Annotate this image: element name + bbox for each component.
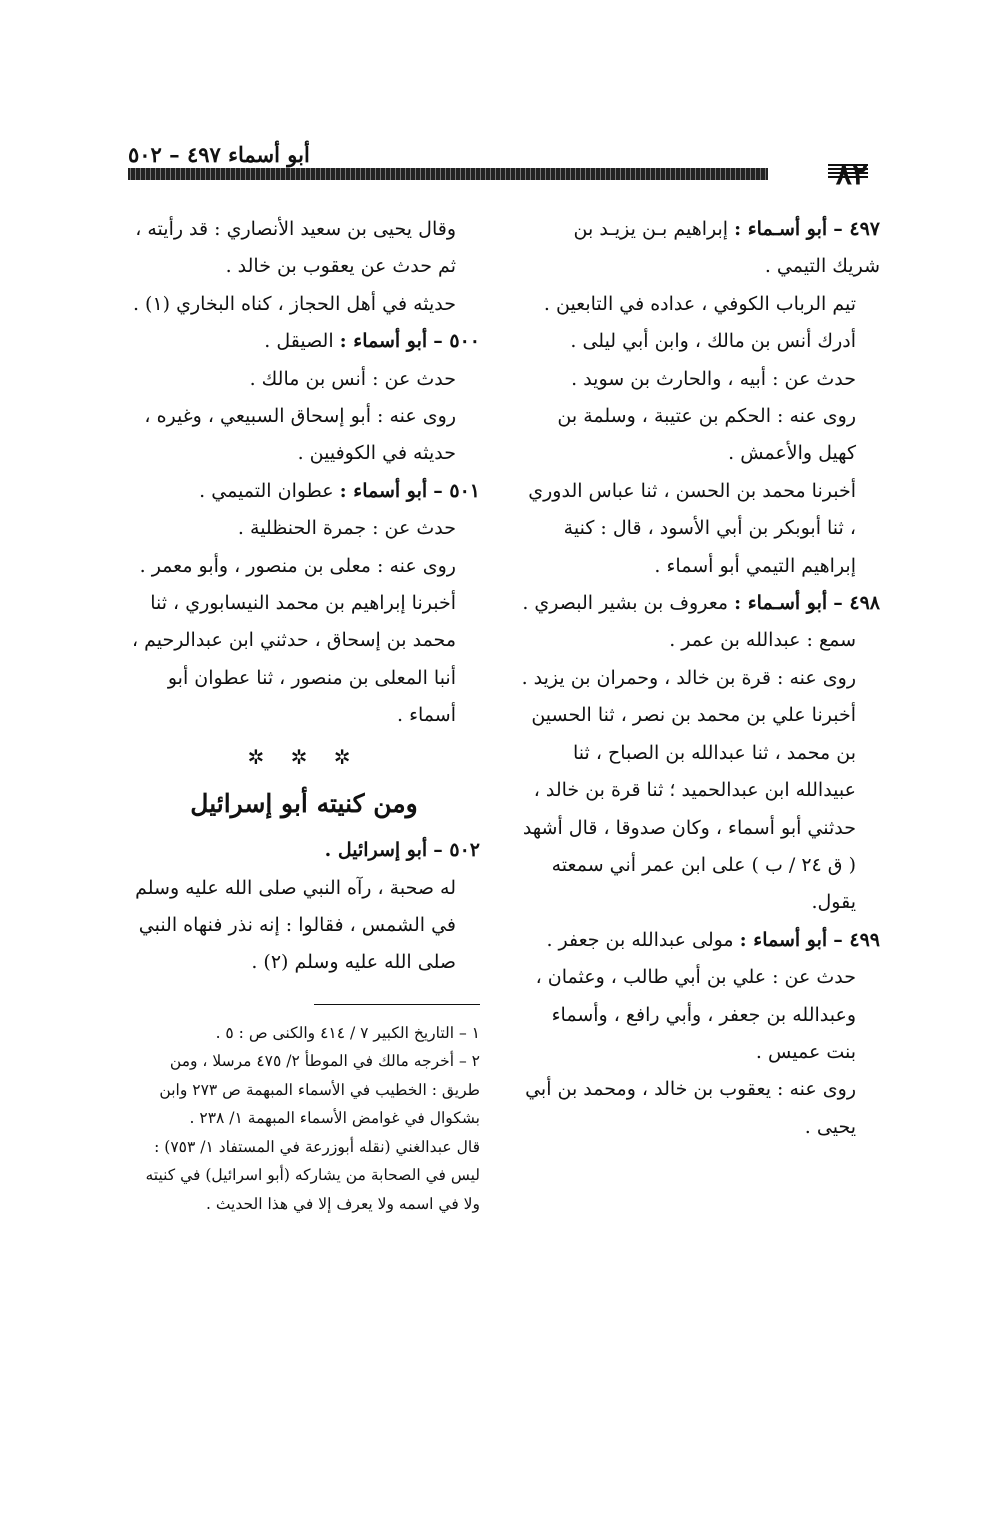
running-title: أبو أسماء ٤٩٧ – ٥٠٢ [128,142,310,167]
page-number: ٨٢ [835,157,868,192]
entry-heading [128,323,480,360]
entry-title: أبو إسرائيل . [324,839,428,862]
paragraph: روى عنه : أبو إسحاق السبيعي ، وغيره ، حديثه في الكوفيين . [144,405,456,465]
entry-heading [520,922,880,959]
entry-number: ٥٠١ – [433,479,480,502]
entry-number: ٥٠٢ – [433,839,480,862]
paragraph: حدث عن : أبيه ، والحارث بن سويد . [571,367,856,390]
entry-name: إبراهيم بـن يزيـد بن شريك التيمي . [573,218,880,278]
entry-name: مولى عبدالله بن جعفر . [546,928,734,951]
page-header [128,140,868,194]
entry-title: أبو أسـماء : [734,592,828,615]
entry-name: معروف بن بشير البصري . [522,592,729,615]
footnote: ١ – التاريخ الكبير ٧ / ٤١٤ والكنى ص : ٥ . [215,1023,480,1042]
paragraph: حدث عن : أنس بن مالك . [249,367,456,390]
section-separator: ✲ ✲ ✲ [247,744,361,769]
paragraph: حدث عن : علي بن أبي طالب ، وعثمان ، وعبدالله بن جعفر ، وأبي رافع ، وأسماء بنت عميس . [535,966,856,1063]
paragraph: تيم الرباب الكوفي ، عداده في التابعين . [543,292,856,315]
entry-number: ٤٩٩ – [833,928,880,951]
entry-heading [128,473,480,510]
entry-number: ٤٩٧ – [833,218,880,240]
header-rule [128,168,768,180]
entry-number: ٤٩٨ – [833,592,880,615]
paragraph: روى عنه : معلى بن منصور ، وأبو معمر . [139,554,456,577]
right-column [520,211,880,1146]
paragraph: وقال يحيى بن سعيد الأنصاري : قد رأيته ، ثم حدث عن يعقوب بن خالد . [135,218,456,278]
entry-heading [520,211,880,286]
entry-name: الصيقل . [264,330,334,353]
paragraph: روى عنه : يعقوب بن خالد ، ومحمد بن أبي يحيى . [525,1078,856,1138]
paragraph: حديثه في أهل الحجاز ، كناه البخاري (١) . [132,292,456,315]
paragraph: أخبرنا علي بن محمد بن نصر ، ثنا الحسين بن محمد ، ثنا عبدالله بن الصباح ، ثنا عبيدالله ابن عبدالحميد ؛ ثنا قرة بن خالد ، حدثني أبو أسماء ، وكان صدوقا ، قال أشهد ( ق ٢٤ / ب ) على ابن عمر أني سمعته يقول. [522,704,856,914]
entry-number: ٥٠٠ – [433,330,480,353]
paragraph: روى عنه : الحكم بن عتيبة ، وسلمة بن كهيل والأعمش . [557,405,856,465]
paragraph: أخبرنا إبراهيم بن محمد النيسابوري ، ثنا محمد بن إسحاق ، حدثني ابن عبدالرحيم ، أنبا المعلى بن منصور ، ثنا عطوان أبو أسماء . [131,592,456,727]
paragraph: له صحبة ، رآه النبي صلى الله عليه وسلم في الشمس ، فقالوا : إنه نذر فنهاه النبي صلى الله عليه وسلم (٢) . [135,876,456,974]
footnotes [128,1019,480,1219]
left-column [128,211,480,1218]
paragraph: حدث عن : جمرة الحنظلية . [237,517,456,540]
entry-heading [128,832,480,869]
entry-title: أبو أسـماء : [734,218,828,240]
entry-name: عطوان التميمي . [199,479,334,502]
paragraph: سمع : عبدالله بن عمر . [669,629,856,652]
paragraph: أدرك أنس بن مالك ، وابن أبي ليلى . [570,330,856,353]
entry-title: أبو أسماء : [739,928,828,951]
paragraph: أخبرنا محمد بن الحسن ، ثنا عباس الدوري ، ثنا أبوبكر بن أبي الأسود ، قال : كنية إبراهيم التيمي أبو أسماء . [528,479,856,577]
footnote: قال عبدالغني (نقله أبوزرعة في المستفاد ١/ ٧٥٣) : ليس في الصحابة من يشاركه (أبو اسرائيل) في كنيته ولا في اسمه ولا يعرف إلا في هذا الحديث . [145,1137,480,1213]
entry-heading [520,585,880,622]
section-heading: ومن كنيته أبو إسرائيل [190,789,418,819]
entry-title: أبو أسماء : [339,330,428,353]
footnote: ٢ – أخرجه مالك في الموطأ ٢/ ٤٧٥ مرسلا ، ومن طريق : الخطيب في الأسماء المبهمة ص ٢٧٣ وابن بشكوال في غوامض الأسماء المبهمة ١/ ٢٣٨ . [159,1052,480,1128]
paragraph: روى عنه : قرة بن خالد ، وحمران بن يزيد . [521,666,856,689]
entry-title: أبو أسماء : [339,479,428,502]
footnote-divider [314,1004,480,1005]
